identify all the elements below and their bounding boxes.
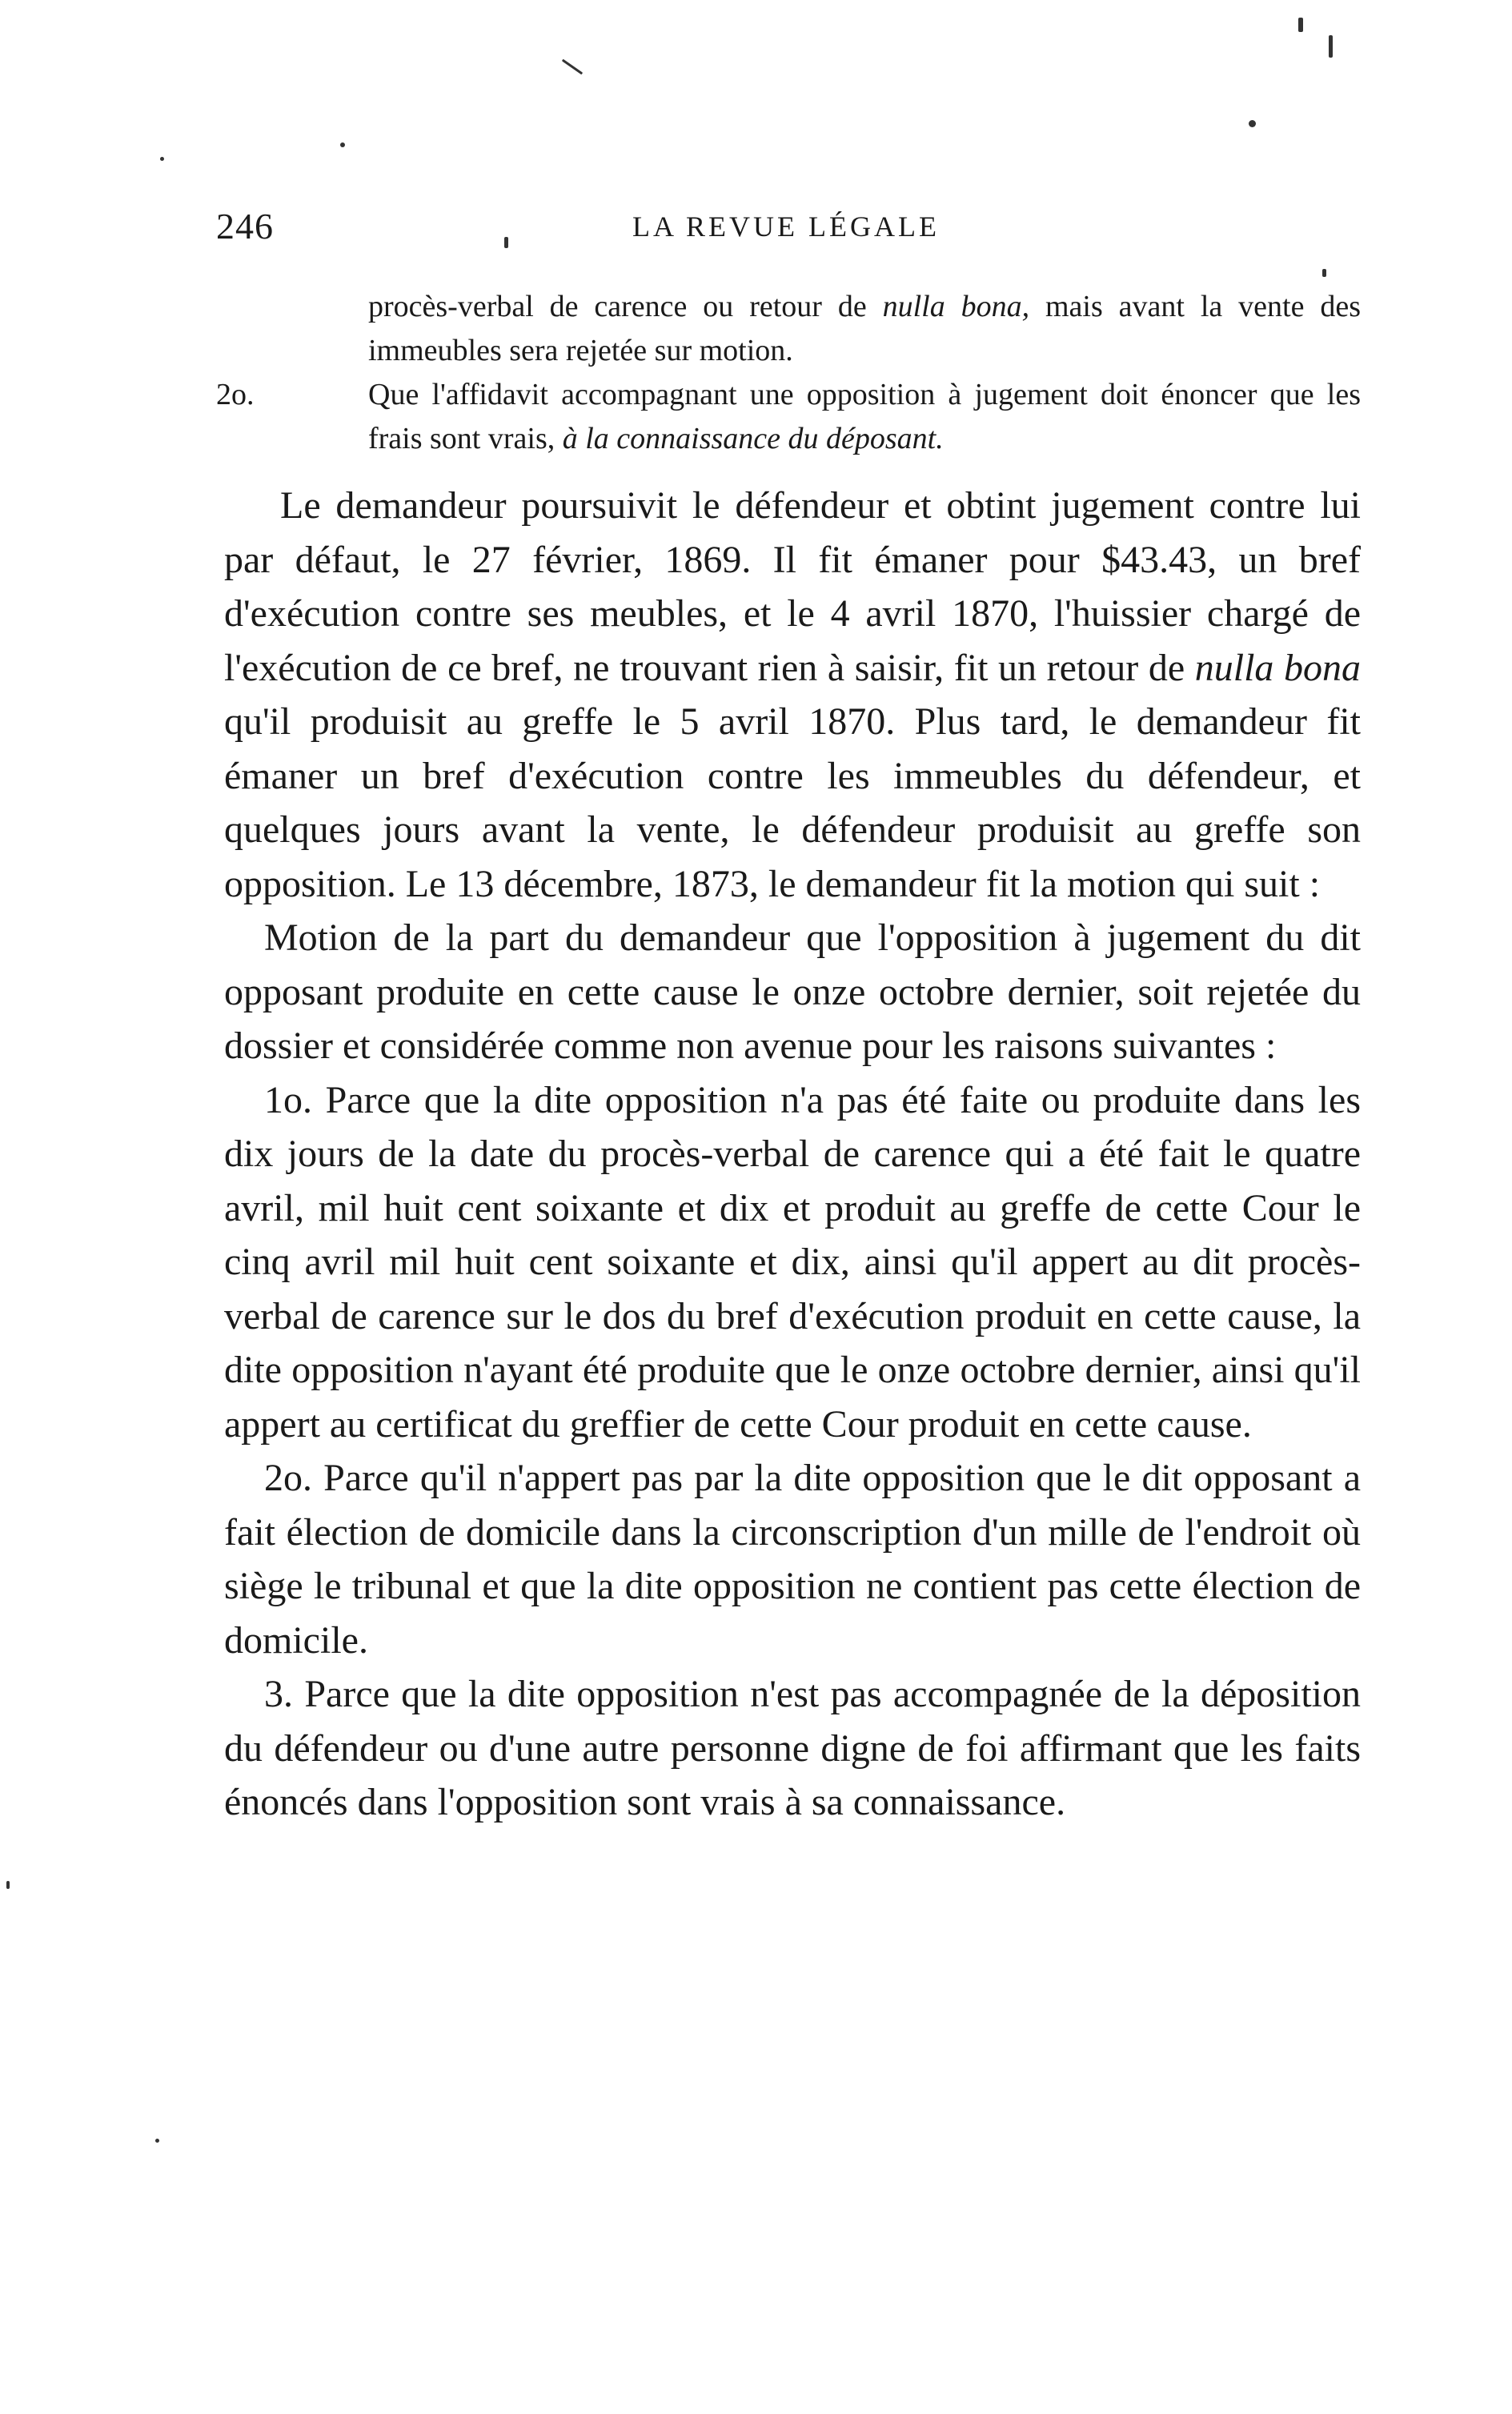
scan-speck <box>6 1881 10 1889</box>
italic-text: nulla bona <box>1194 646 1362 689</box>
text-run: Que l'affidavit accompagnant une opposition à jugement doit énoncer que les frais sont vrais, <box>368 378 1361 455</box>
body-paragraph <box>224 911 1361 1073</box>
text-run: Le demandeur poursuivit le défendeur et obtint jugement contre lui par défaut, le 27 février, 1869. Il fit émaner pour $43.43, un bref d'exécution contre ses meubles, et le 4 avril 1870, l'huissier chargé de l'exécution de ce bref, ne trouvant rien à saisir, fit un retour de <box>224 484 1361 689</box>
summary-notes <box>216 285 1361 461</box>
running-title: LA REVUE LÉGALE <box>632 211 940 243</box>
scan-speck <box>340 142 345 147</box>
text-run: procès-verbal de carence ou retour de <box>368 290 883 323</box>
text-run: mais avant la vente des immeubles sera rejetée sur motion. <box>368 290 1361 367</box>
body-paragraph <box>224 1451 1361 1667</box>
scan-speck <box>160 157 164 161</box>
body-paragraph <box>224 1073 1361 1452</box>
scan-speck <box>1322 269 1326 277</box>
body-text <box>224 479 1361 1830</box>
scan-speck <box>155 2139 159 2143</box>
note-number: 2o. <box>216 378 255 411</box>
scan-speck <box>1249 120 1256 127</box>
page-number: 246 <box>216 206 274 247</box>
scan-speck <box>1298 18 1303 32</box>
page-header <box>216 205 1361 253</box>
scan-speck <box>1329 35 1333 58</box>
text-run: qu'il produisit au greffe le 5 avril 1870. Plus tard, le demandeur fit émaner un bref d'exécution contre les immeubles du défendeur, et quelques jours avant la vente, le défendeur produisit au greffe son opposition. Le 13 décembre, 1873, le demandeur fit la motion qui suit : <box>224 700 1361 905</box>
summary-note-continuation <box>216 285 1361 373</box>
text-run: 1o. Parce que la dite opposition n'a pas été faite ou produite dans les dix jours de la date du procès-verbal de carence qui a été fait le quatre avril, mil huit cent soixante et dix et produit au greffe de cette Cour le cinq avril mil huit cent soixante et dix, ainsi qu'il appert au dit procès-verbal de carence sur le dos du bref d'exécution produit en cette cause, la dite opposition n'ayant été produite que le onze octobre dernier, ainsi qu'il appert au certificat du greffier de cette Cour produit en cette cause. <box>224 1078 1361 1446</box>
text-run: 2o. Parce qu'il n'appert pas par la dite opposition que le dit opposant a fait élection de domicile dans la circonscription d'un mille de l'endroit où siège le tribunal et que la dite opposition ne contient pas cette élection de domicile. <box>224 1457 1361 1662</box>
text-run: Motion de la part du demandeur que l'opposition à jugement du dit opposant produite en cette cause le onze octobre dernier, soit rejetée du dossier et considérée comme non avenue pour les raisons suivantes : <box>224 916 1361 1067</box>
scan-speck <box>562 59 583 75</box>
summary-note <box>216 373 1361 461</box>
italic-text: à la connaissance du déposant. <box>562 422 944 455</box>
body-paragraph <box>224 1667 1361 1830</box>
text-run: 3. Parce que la dite opposition n'est pas accompagnée de la déposition du défendeur ou d'une autre personne digne de foi affirmant que les faits énoncés dans l'opposition sont vrais à sa connaissance. <box>224 1673 1361 1823</box>
italic-text: nulla bona, <box>882 290 1030 323</box>
body-paragraph <box>224 479 1361 911</box>
